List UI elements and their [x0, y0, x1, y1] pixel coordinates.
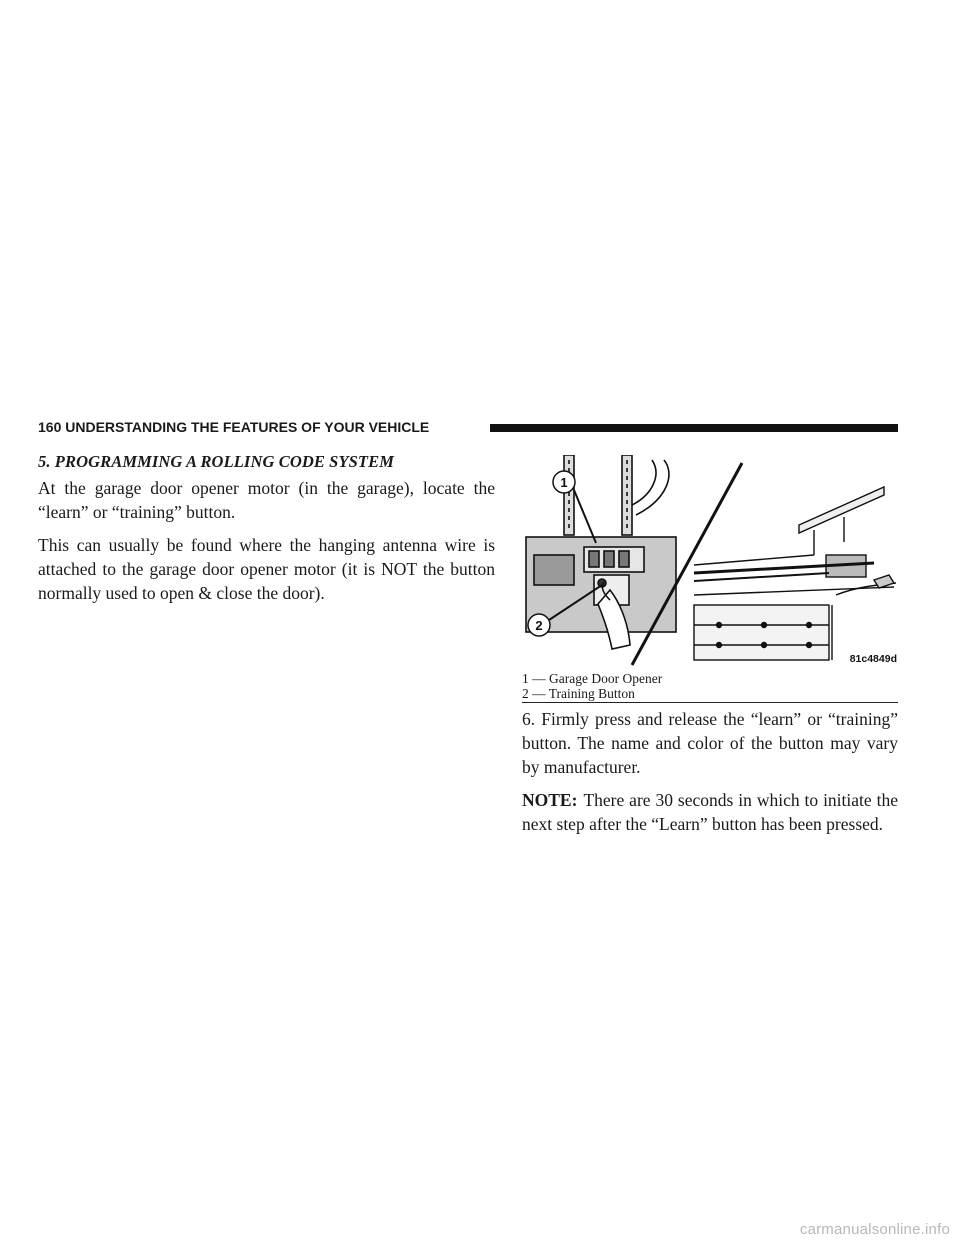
page-header: [38, 419, 898, 439]
watermark: carmanualsonline.info: [799, 1221, 950, 1238]
note-text: There are 30 seconds in which to initiate the next step after the “Learn” button has been pressed.: [522, 790, 898, 834]
callout-2-label: 2: [535, 618, 543, 633]
paragraph-antenna-wire: This can usually be found where the hanging antenna wire is attached to the garage door opener motor (it is NOT the button normally used to open & close the door).: [38, 535, 495, 603]
note-paragraph: [522, 788, 898, 836]
callout-1-label: 1: [560, 475, 568, 490]
caption-item-2: 2 — Training Button: [522, 686, 635, 701]
garage-door-opener-illustration: [514, 455, 898, 667]
caption-item-1: 1 — Garage Door Opener: [522, 671, 663, 686]
section-heading: 5. PROGRAMMING A ROLLING CODE SYSTEM: [38, 452, 394, 471]
header-rule: [490, 424, 898, 432]
figure-caption: [522, 671, 898, 703]
right-column: [522, 707, 898, 836]
paragraph-locate-button: At the garage door opener motor (in the garage), locate the “learn” or “training” button.: [38, 478, 495, 522]
paragraph-step-6: 6. Firmly press and release the “learn” or “training” button. The name and color of the button may vary by manufacturer.: [522, 709, 898, 777]
page-header-title: 160 UNDERSTANDING THE FEATURES OF YOUR VEHICLE: [38, 419, 430, 435]
note-label: NOTE:: [522, 790, 578, 810]
left-column: [38, 450, 495, 605]
image-code: 81c4849d: [849, 653, 897, 665]
